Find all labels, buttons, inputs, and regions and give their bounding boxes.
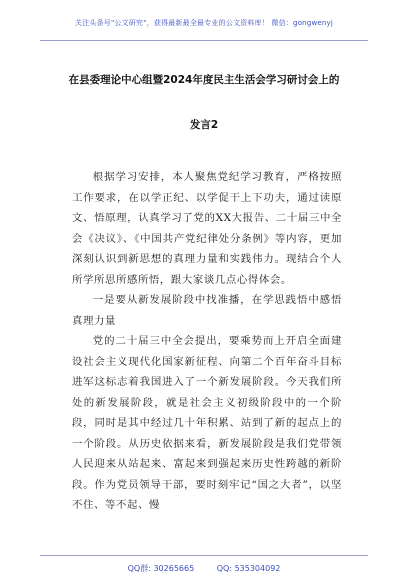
- promo-header: 关注头条号"公文研究"，获得最新最全最专业的公文资料库！ 微信：gongwenyj: [74, 19, 334, 27]
- footer-divider: [40, 555, 368, 556]
- qq-group-text: QQ群: 30265665: [127, 564, 195, 573]
- document-body: [72, 167, 342, 516]
- paragraph-body-1: 党的二十届三中全会提出，要乘势而上开启全面建设社会主义现代化国家新征程、向第二个百年奋斗目标进军这标志着我国进入了一个新发展阶段。今天我们所处的新发展阶段，就是社会主义初级阶段中的一个阶段，同时是其中经过几十年积累、站到了新的起点上的一个阶段。从历史依据来看，新发展阶段是我们党带领人民迎来从站起来、富起来到强起来历史性跨越的新阶段。作为党员领导干部，要时刻牢记“国之大者”，以坚不住、等不起、慢: [72, 335, 342, 511]
- promo-footer: [0, 563, 408, 574]
- header-divider: [40, 40, 368, 41]
- document-title: 在县委理论中心组暨2024年度民主生活会学习研讨会上的: [68, 74, 340, 86]
- document-title-line2: 发言2: [189, 119, 219, 131]
- qq-number-text: QQ: 535304092: [216, 564, 281, 573]
- paragraph-heading-1: 一是要从新发展阶段中找准播，在学思践悟中感悟真理力量: [72, 294, 342, 327]
- paragraph-intro: 根据学习安排，本人聚焦党纪学习教育，严格按照工作要求，在以学正纪、以学促干上下功夫，通过读原文、悟原理，认真学习了党的XX大报告、二十届三中全会《决议》、《中国共产党纪律处分条例》等内容，更加深刻认识到新思想的真理力量和实践伟力。现结合个人所学所思所感所悟，跟大家谈几点心得体会。: [72, 171, 342, 286]
